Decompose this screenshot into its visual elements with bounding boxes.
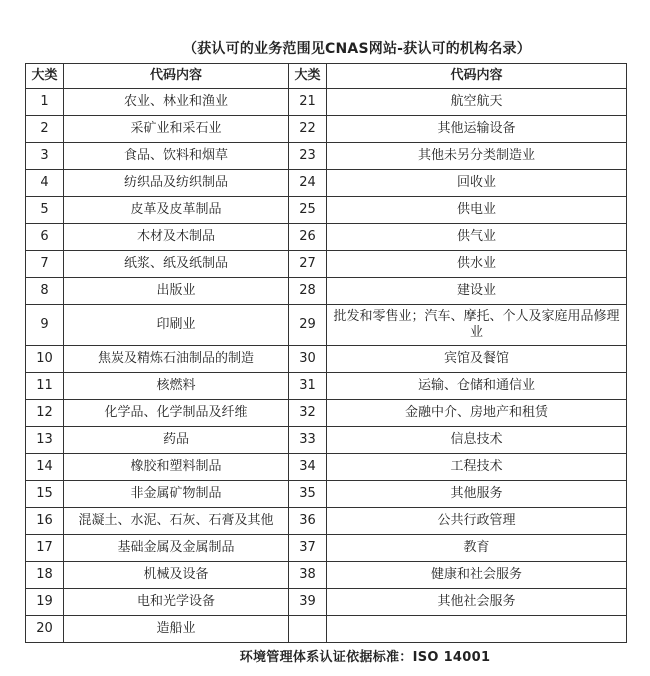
header-category-right: 大类 — [289, 64, 327, 89]
table-row — [26, 143, 627, 170]
table-row — [26, 400, 627, 427]
table-row — [26, 508, 627, 535]
category-number: 11 — [26, 373, 64, 400]
table-row — [26, 224, 627, 251]
category-content: 其他运输设备 — [327, 116, 627, 143]
category-number — [289, 616, 327, 643]
table-row — [26, 373, 627, 400]
category-number: 14 — [26, 454, 64, 481]
table-row — [26, 89, 627, 116]
category-content: 食品、饮料和烟草 — [64, 143, 289, 170]
category-content: 橡胶和塑料制品 — [64, 454, 289, 481]
category-number: 3 — [26, 143, 64, 170]
category-number: 30 — [289, 346, 327, 373]
category-number: 17 — [26, 535, 64, 562]
category-number: 28 — [289, 278, 327, 305]
table-row — [26, 589, 627, 616]
header-content-right: 代码内容 — [327, 64, 627, 89]
category-number: 39 — [289, 589, 327, 616]
category-number: 34 — [289, 454, 327, 481]
table-row — [26, 197, 627, 224]
category-number: 38 — [289, 562, 327, 589]
category-number: 5 — [26, 197, 64, 224]
category-content: 皮革及皮革制品 — [64, 197, 289, 224]
category-content: 出版业 — [64, 278, 289, 305]
category-number: 32 — [289, 400, 327, 427]
table-row — [26, 427, 627, 454]
category-content: 纺织品及纺织制品 — [64, 170, 289, 197]
category-content: 供电业 — [327, 197, 627, 224]
category-content: 基础金属及金属制品 — [64, 535, 289, 562]
category-content: 信息技术 — [327, 427, 627, 454]
table-row — [26, 535, 627, 562]
business-scope-table — [25, 63, 627, 643]
table-row — [26, 278, 627, 305]
category-content: 工程技术 — [327, 454, 627, 481]
category-number: 8 — [26, 278, 64, 305]
category-content: 运输、仓储和通信业 — [327, 373, 627, 400]
category-content: 非金属矿物制品 — [64, 481, 289, 508]
category-content: 采矿业和采石业 — [64, 116, 289, 143]
category-content: 纸浆、纸及纸制品 — [64, 251, 289, 278]
category-number: 20 — [26, 616, 64, 643]
table-row — [26, 454, 627, 481]
category-content: 批发和零售业；汽车、摩托、个人及家庭用品修理业 — [327, 305, 627, 346]
table-row — [26, 616, 627, 643]
category-number: 24 — [289, 170, 327, 197]
category-number: 15 — [26, 481, 64, 508]
category-number: 35 — [289, 481, 327, 508]
category-content — [327, 616, 627, 643]
category-content: 木材及木制品 — [64, 224, 289, 251]
category-content: 航空航天 — [327, 89, 627, 116]
category-content: 其他社会服务 — [327, 589, 627, 616]
category-number: 6 — [26, 224, 64, 251]
category-number: 27 — [289, 251, 327, 278]
category-number: 18 — [26, 562, 64, 589]
category-number: 4 — [26, 170, 64, 197]
category-content: 供气业 — [327, 224, 627, 251]
category-content: 宾馆及餐馆 — [327, 346, 627, 373]
table-row — [26, 116, 627, 143]
table-row — [26, 305, 627, 346]
category-content: 农业、林业和渔业 — [64, 89, 289, 116]
category-content: 回收业 — [327, 170, 627, 197]
header-content-left: 代码内容 — [64, 64, 289, 89]
category-number: 2 — [26, 116, 64, 143]
category-content: 供水业 — [327, 251, 627, 278]
category-number: 22 — [289, 116, 327, 143]
category-content: 核燃料 — [64, 373, 289, 400]
category-content: 金融中介、房地产和租赁 — [327, 400, 627, 427]
category-content: 机械及设备 — [64, 562, 289, 589]
category-number: 29 — [289, 305, 327, 346]
category-number: 12 — [26, 400, 64, 427]
category-content: 其他服务 — [327, 481, 627, 508]
table-row — [26, 481, 627, 508]
category-number: 37 — [289, 535, 327, 562]
category-content: 健康和社会服务 — [327, 562, 627, 589]
category-content: 电和光学设备 — [64, 589, 289, 616]
category-number: 16 — [26, 508, 64, 535]
category-number: 21 — [289, 89, 327, 116]
category-number: 33 — [289, 427, 327, 454]
category-number: 25 — [289, 197, 327, 224]
category-number: 1 — [26, 89, 64, 116]
category-content: 焦炭及精炼石油制品的制造 — [64, 346, 289, 373]
category-number: 26 — [289, 224, 327, 251]
category-number: 13 — [26, 427, 64, 454]
category-content: 建设业 — [327, 278, 627, 305]
table-row — [26, 562, 627, 589]
category-number: 10 — [26, 346, 64, 373]
category-content: 印刷业 — [64, 305, 289, 346]
category-number: 7 — [26, 251, 64, 278]
header-category-left: 大类 — [26, 64, 64, 89]
page-title: （获认可的业务范围见CNAS网站-获认可的机构名录） — [183, 41, 531, 57]
category-content: 化学品、化学制品及纤维 — [64, 400, 289, 427]
category-content: 混凝土、水泥、石灰、石膏及其他 — [64, 508, 289, 535]
category-number: 9 — [26, 305, 64, 346]
category-number: 31 — [289, 373, 327, 400]
category-number: 19 — [26, 589, 64, 616]
category-content: 其他未另分类制造业 — [327, 143, 627, 170]
table-row — [26, 251, 627, 278]
category-content: 公共行政管理 — [327, 508, 627, 535]
table-row — [26, 170, 627, 197]
category-content: 教育 — [327, 535, 627, 562]
category-number: 23 — [289, 143, 327, 170]
category-content: 造船业 — [64, 616, 289, 643]
table-header-row — [26, 64, 627, 89]
standard-footer: 环境管理体系认证依据标准：ISO 14001 — [239, 650, 491, 665]
category-number: 36 — [289, 508, 327, 535]
category-content: 药品 — [64, 427, 289, 454]
table-row — [26, 346, 627, 373]
